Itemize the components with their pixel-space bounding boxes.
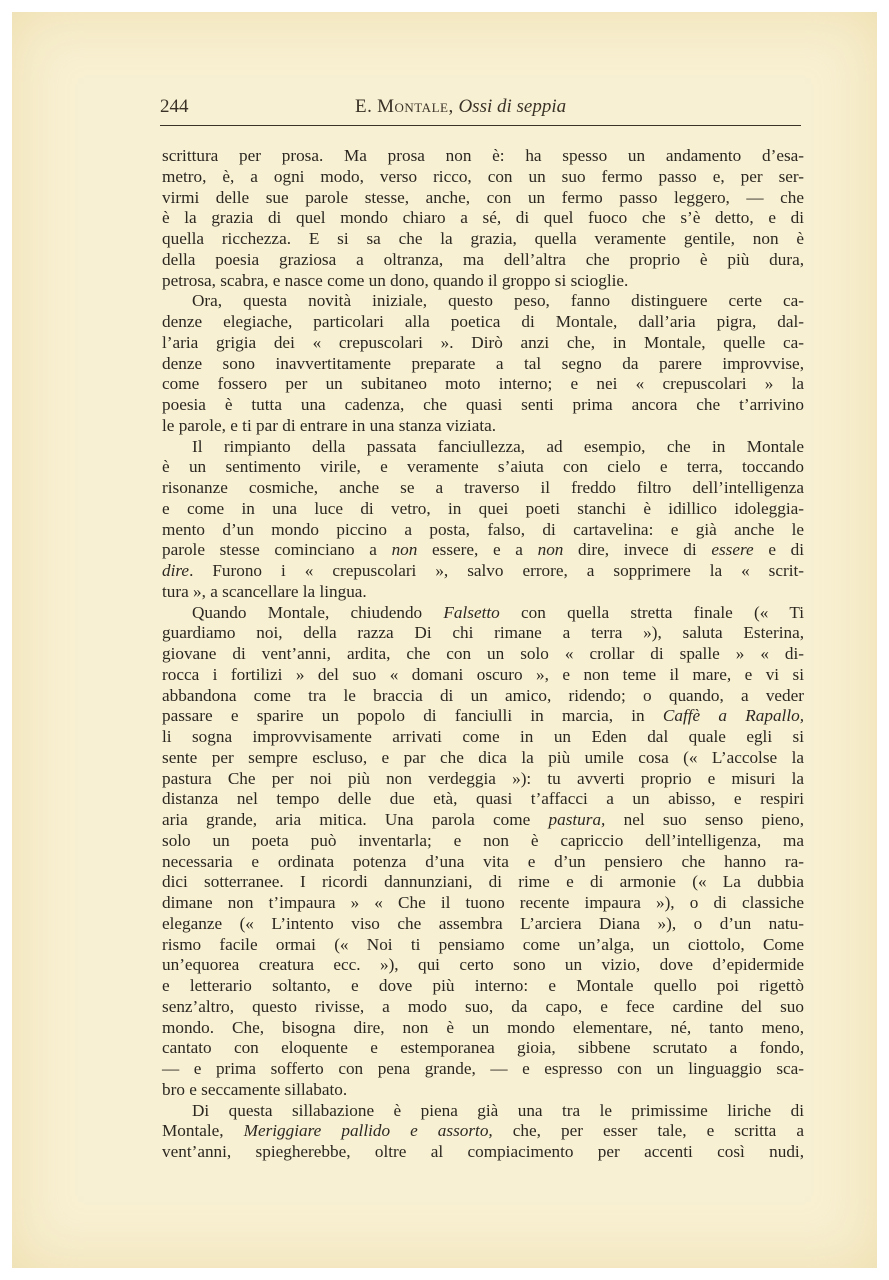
text-segment: parole stesse cominciano a bbox=[162, 540, 392, 560]
text-segment: eleganze (« L’intento viso che assembra L’arciera Diana »), o d’un natu- bbox=[162, 913, 804, 933]
text-line bbox=[162, 1080, 804, 1101]
text-line bbox=[162, 208, 804, 229]
text-line bbox=[162, 1121, 804, 1142]
text-line bbox=[162, 437, 804, 458]
text-segment: quella ricchezza. E si sa che la grazia, quella veramente gentile, non è bbox=[162, 229, 804, 248]
text-segment: della poesia graziosa a oltranza, ma dell’altra che proprio è più dura, bbox=[162, 249, 804, 269]
text-line bbox=[162, 997, 804, 1018]
text-segment: mento d’un mondo piccino a posta, falso, di cartavelina: e già anche le bbox=[162, 519, 804, 539]
text-segment: dimane non t’impaura » « Che il tuono recente impaura »), o di classiche bbox=[162, 893, 804, 912]
text-line bbox=[162, 520, 804, 541]
text-line bbox=[162, 1101, 804, 1122]
text-segment: li sogna improvvisamente arrivati come in un Eden dal quale egli si bbox=[162, 727, 804, 746]
text-segment: aria grande, aria mitica. Una parola come bbox=[162, 810, 549, 829]
italic-text: Caffè a Rapallo, bbox=[662, 706, 804, 726]
text-segment: . Furono i « crepuscolari », salvo errore, a sopprimere la « scrit- bbox=[189, 561, 804, 580]
text-segment: poesia è tutta una cadenza, che quasi senti prima ancora che t’arrivino bbox=[162, 395, 804, 414]
text-segment: essere, e a bbox=[417, 540, 538, 560]
italic-text: Falsetto bbox=[443, 602, 500, 622]
text-segment: pastura Che per noi più non verdeggia »): tu avverti proprio e misuri la bbox=[162, 768, 804, 788]
text-segment: nel suo senso pieno, bbox=[605, 810, 804, 829]
text-line bbox=[162, 769, 804, 790]
text-line bbox=[162, 665, 804, 686]
text-line bbox=[162, 810, 804, 831]
text-segment: scrittura per prosa. Ma prosa non è: ha spesso un andamento d’esa- bbox=[162, 146, 804, 165]
text-segment: è un sentimento virile, e veramente s’aiuta con cielo e terra, toccando bbox=[162, 457, 804, 477]
text-line bbox=[162, 1018, 804, 1039]
text-line bbox=[162, 354, 804, 375]
text-line bbox=[162, 561, 804, 582]
text-segment: Montale, bbox=[162, 1121, 244, 1141]
text-line bbox=[162, 872, 804, 893]
text-segment: rocca i fortilizi » del suo « domani oscuro », e non teme il mare, e vi si bbox=[162, 664, 804, 684]
text-line bbox=[162, 603, 804, 624]
text-segment: le parole, e ti par di entrare in una stanza viziata. bbox=[162, 415, 497, 435]
text-segment: necessaria e ordinata potenza d’una vita e d’un pensiero che hanno ra- bbox=[162, 851, 804, 871]
text-segment: con quella stretta finale (« Ti bbox=[499, 602, 804, 622]
italic-text: dire bbox=[162, 561, 190, 580]
text-line bbox=[162, 250, 804, 271]
text-segment: che, per esser tale, e scritta a bbox=[492, 1121, 804, 1141]
text-segment: mondo. Che, bisogna dire, non è un mondo elementare, né, tanto meno, bbox=[162, 1017, 804, 1037]
text-segment: giovane di vent’anni, ardita, che con un solo « crollar di spalle » « di- bbox=[162, 644, 804, 663]
text-segment: senz’altro, questo rivisse, a modo suo, da capo, e fece cardine del suo bbox=[162, 996, 804, 1016]
text-segment: è la grazia di quel mondo chiaro a sé, di quel fuoco che s’è detto, e di bbox=[162, 208, 804, 228]
text-line bbox=[162, 271, 804, 292]
text-segment: Ora, questa novità iniziale, questo peso, fanno distinguere certe ca- bbox=[192, 291, 804, 311]
text-line bbox=[162, 478, 804, 499]
running-head bbox=[355, 96, 566, 118]
author-surname: Montale, bbox=[377, 96, 454, 117]
text-segment: e letterario soltanto, e dove più interno: e Montale quello poi rigettò bbox=[162, 976, 804, 995]
book-title: Ossi di seppia bbox=[458, 96, 567, 117]
running-header bbox=[160, 96, 801, 124]
body-text bbox=[162, 146, 804, 1163]
text-segment: cantato con eloquente e estemporanea gioia, sibbene scrutato a fondo, bbox=[162, 1038, 804, 1058]
text-segment: dire, invece di bbox=[563, 540, 712, 560]
text-segment: sente per sempre escluso, e par che dica la più umile cosa (« L’accolse la bbox=[162, 747, 804, 767]
text-line bbox=[162, 395, 804, 416]
text-line bbox=[162, 229, 804, 250]
text-segment: vent’anni, spiegherebbe, oltre al compiacimento per accenti così nudi, bbox=[162, 1142, 804, 1161]
text-line bbox=[162, 935, 804, 956]
text-segment: tura », a scancellare la lingua. bbox=[162, 581, 367, 601]
text-line bbox=[162, 499, 804, 520]
text-line bbox=[162, 893, 804, 914]
text-segment: bro e seccamente sillabato. bbox=[162, 1079, 348, 1099]
text-line bbox=[162, 914, 804, 935]
text-line bbox=[162, 686, 804, 707]
text-line bbox=[162, 540, 804, 561]
text-segment: guardiamo noi, della razza Di chi rimane a terra »), saluta Esterina, bbox=[162, 623, 804, 643]
text-segment: metro, è, a ogni modo, verso ricco, con un suo fermo passo e, per ser- bbox=[162, 166, 804, 186]
header-rule bbox=[160, 125, 801, 126]
text-segment: e come in una luce di vetro, in quei poeti stanchi è idillico idoleggia- bbox=[162, 498, 804, 518]
text-segment: rismo facile ormai (« Noi ti pensiamo come un’alga, un ciottolo, Come bbox=[162, 934, 804, 954]
text-line bbox=[162, 1059, 804, 1080]
text-segment: — e prima sofferto con pena grande, — e espresso con un linguaggio sca- bbox=[162, 1059, 804, 1078]
text-segment: petrosa, scabra, e nasce come un dono, quando il groppo si scioglie. bbox=[162, 270, 629, 290]
text-line bbox=[162, 582, 804, 603]
text-line bbox=[162, 1142, 804, 1163]
author-initial: E. bbox=[355, 96, 373, 117]
text-line bbox=[162, 416, 804, 437]
italic-text: non bbox=[391, 540, 418, 560]
text-segment: denze elegiache, particolari alla poetica di Montale, dall’aria pigra, dal- bbox=[162, 312, 804, 331]
text-line bbox=[162, 644, 804, 665]
text-line bbox=[162, 188, 804, 209]
text-segment: dici sotterranee. I ricordi dannunziani, di rime e di armonie (« La dubbia bbox=[162, 872, 804, 892]
text-line bbox=[162, 291, 804, 312]
text-line bbox=[162, 1038, 804, 1059]
text-segment: l’aria grigia dei « crepuscolari ». Dirò anzi che, in Montale, quelle ca- bbox=[162, 332, 804, 352]
text-segment: distanza nel tempo delle due età, quasi t’affacci a un abisso, e respiri bbox=[162, 789, 804, 809]
text-segment: un’equorea creatura ecc. »), qui certo sono un vizio, dove d’epidermide bbox=[162, 955, 804, 975]
text-line bbox=[162, 623, 804, 644]
text-line bbox=[162, 706, 804, 727]
text-segment: abbandona come tra le braccia di un amico, ridendo; o quando, a veder bbox=[162, 685, 804, 705]
text-line bbox=[162, 748, 804, 769]
text-line bbox=[162, 457, 804, 478]
text-segment: Quando Montale, chiudendo bbox=[192, 602, 444, 622]
text-line bbox=[162, 146, 804, 167]
italic-text: essere bbox=[711, 540, 754, 560]
text-segment: Di questa sillabazione è piena già una tra le primissime liriche di bbox=[192, 1100, 804, 1120]
italic-text: non bbox=[537, 540, 564, 560]
text-line bbox=[162, 727, 804, 748]
text-segment: solo un poeta può inventarla; e non è capriccio dell’intelligenza, ma bbox=[162, 830, 804, 850]
text-segment: come fossero per un subitaneo moto interno; e nei « crepuscolari » la bbox=[162, 374, 804, 394]
text-line bbox=[162, 312, 804, 333]
text-segment: virmi delle sue parole stesse, anche, con un fermo passo leggero, — che bbox=[162, 187, 804, 207]
text-segment: passare e sparire un popolo di fanciulli in marcia, in bbox=[162, 706, 663, 726]
text-line bbox=[162, 789, 804, 810]
text-line bbox=[162, 374, 804, 395]
text-line bbox=[162, 976, 804, 997]
text-line bbox=[162, 167, 804, 188]
italic-text: Meriggiare pallido e assorto, bbox=[243, 1121, 493, 1141]
text-line bbox=[162, 852, 804, 873]
page-number: 244 bbox=[160, 96, 189, 117]
text-segment: e di bbox=[753, 540, 804, 560]
text-line bbox=[162, 333, 804, 354]
text-segment: risonanze cosmiche, anche se a traverso il freddo filtro dell’intelligenza bbox=[162, 478, 804, 497]
text-segment: denze sono inavvertitamente preparate a tal segno da parere improvvise, bbox=[162, 353, 804, 373]
text-line bbox=[162, 831, 804, 852]
italic-text: pastura, bbox=[548, 810, 606, 829]
text-segment: Il rimpianto della passata fanciullezza, ad esempio, che in Montale bbox=[192, 436, 804, 456]
text-line bbox=[162, 955, 804, 976]
